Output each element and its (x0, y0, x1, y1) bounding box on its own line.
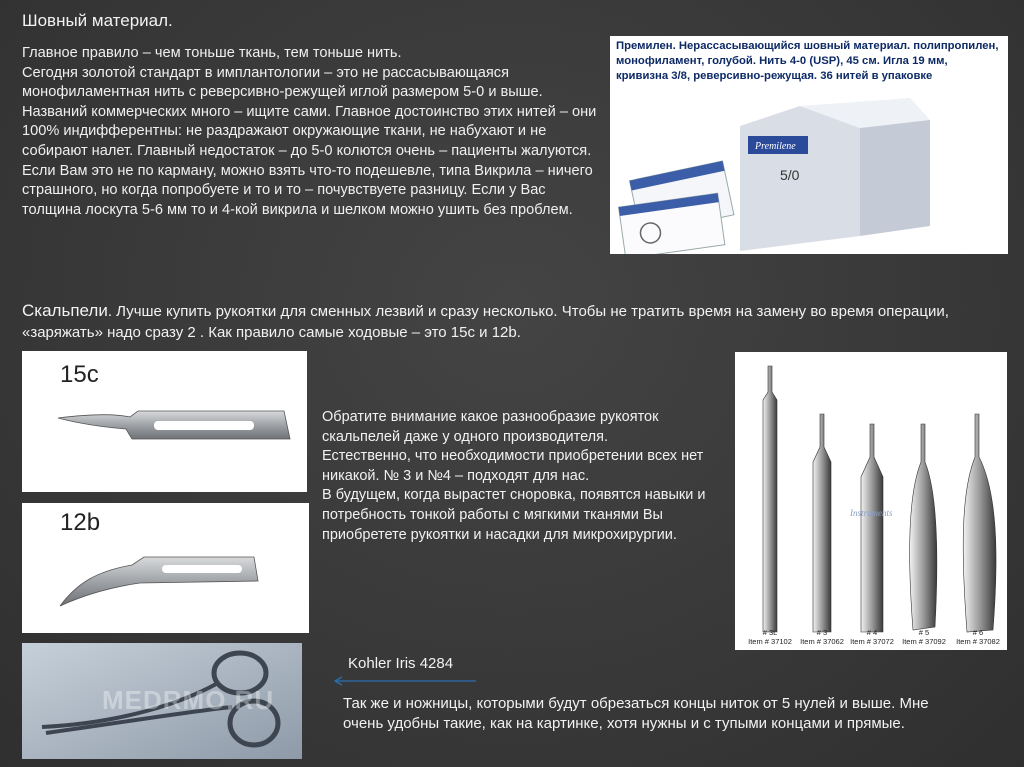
blade-15c-slot (154, 421, 254, 430)
product-box-side (740, 106, 860, 251)
handle-caption-5: # 5 Item # 37092 (902, 628, 946, 646)
kohler-label: Kohler Iris 4284 (348, 655, 454, 672)
blade-15c-panel (22, 351, 307, 492)
premilene-product-image (610, 36, 1008, 254)
scalpels-text: . Лучше купить рукоятки для сменных лезвий и сразу несколько. Чтобы не тратить время на замену во время операции, «заряжать» надо сразу 2 . Как правило самые ходовые – это 15с и 12b. (22, 303, 949, 341)
suture-intro-text: Главное правило – чем тоньше ткань, тем тоньше нить. Сегодня золотой стандарт в имплантологии – это не рассасывающаяся монофиламентная нить с реверсивно-режущей иглой размером 5-0 и выше. Названий коммерческих много – ищите сами. Главное достоинство этих нитей – они 100% индифферентны: не раздражают окружающие ткани, не набухают и не собирают налет. Главный недостаток – до 5-0 колются очень – пациенты жалуются. Если Вам это не по карману, можно взять что-то подешевле, типа Викрила – ничего страшного, но когда попробуете и то и то – почувствуете разницу. Если у Вас толщина лоскута 5-6 мм то и 4-кой викрила и шелком можно ушить без проблем. (22, 45, 597, 218)
handle-3 (813, 414, 831, 632)
handle-caption-3l: # 3L Item # 37102 (748, 628, 792, 646)
blade-12b-label: 12b (60, 509, 101, 536)
premilene-product-panel (610, 36, 1008, 254)
blade-12b-image (22, 503, 309, 633)
handles-note-text: Обратите внимание какое разнообразие рукояток скальпелей даже у одного производителя. Естественно, что необходимости приобретении всех нет никакой. № 3 и №4 – подходят для нас. В будущем, когда вырастет сноровка, появятся навыки и потребность тонкой работы с мягкими тканями Вы приобретете рукоятки и насадки для микрохирургии. (322, 409, 706, 543)
scalpels-title: Скальпели (22, 301, 108, 320)
blade-15c-label: 15c (60, 361, 99, 388)
handle-caption-3: # 3 Item # 37062 (800, 628, 844, 646)
blade-12b-shape (60, 557, 258, 606)
handle-5 (910, 424, 937, 630)
section-heading-suture: Шовный материал. (22, 11, 173, 30)
handle-6 (963, 414, 996, 632)
product-caption: Премилен. Нерассасывающийся шовный материал. полипропилен, монофиламент, голубой. Нить 4-0 (USP), 45 см. Игла 19 мм, кривизна 3/8, реверсивно-режущая. 36 нитей в упаковке (616, 40, 999, 82)
handles-brand-text: Instruments (850, 508, 893, 518)
blade-12b-panel (22, 503, 309, 633)
scalpel-handles-panel (735, 352, 1007, 650)
blade-15c-image (22, 351, 307, 492)
handle-3l (763, 366, 777, 632)
arrow-left-icon (330, 674, 478, 688)
scalpels-paragraph (22, 300, 1012, 343)
handle-4 (861, 424, 883, 632)
product-brand-text: Premilene (755, 141, 796, 152)
scalpel-handles-image (735, 352, 1007, 650)
scissors-text: Так же и ножницы, которыми будут обрезаться концы ниток от 5 нулей и выше. Мне очень удобны такие, как на картинке, хотя нужны и с тупыми концами и прямые. (343, 695, 929, 732)
product-box-front (860, 120, 930, 236)
blade-12b-slot (162, 565, 242, 573)
watermark-text: MEDRMO.RU (102, 685, 275, 715)
handle-caption-4: # 4 Item # 37072 (850, 628, 894, 646)
iris-scissors-panel (22, 643, 302, 759)
handle-caption-6: # 6 Item # 37082 (956, 628, 1000, 646)
product-size-text: 5/0 (780, 167, 800, 183)
